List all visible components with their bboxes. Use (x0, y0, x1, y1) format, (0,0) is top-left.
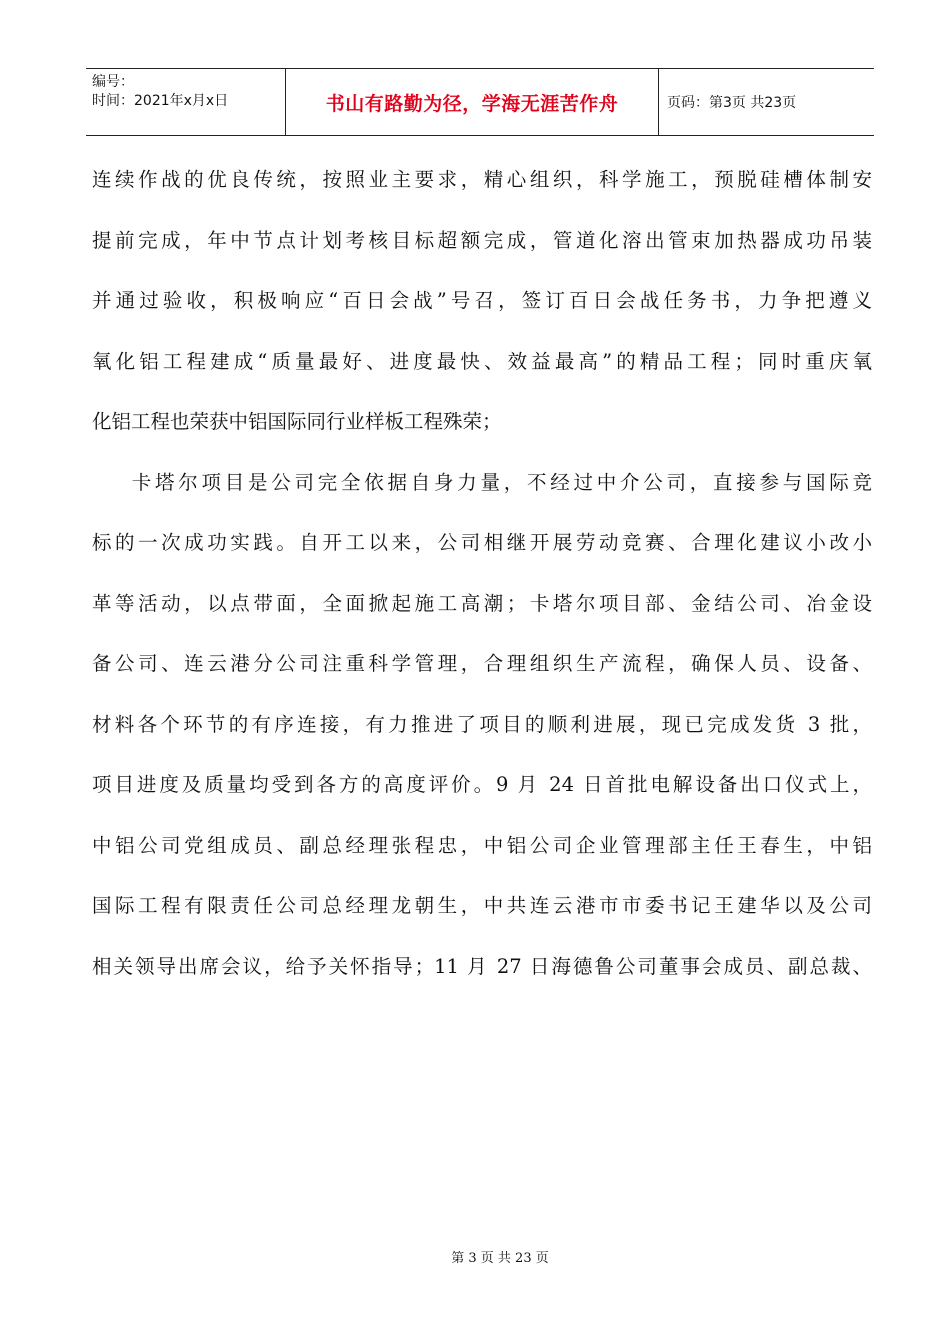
body-line: 材料各个环节的有序连接，有力推进了项目的顺利进展，现已完成发货 3 批， (92, 712, 872, 736)
header-motto: 书山有路勤为径，学海无涯苦作舟 (286, 69, 659, 135)
body-line: 连续作战的优良传统，按照业主要求，精心组织，科学施工，预脱硅槽体制安 (92, 168, 872, 191)
body-line: 相关领导出席会议，给予关怀指导；11 月 27 日海德鲁公司董事会成员、副总裁、 (92, 954, 872, 978)
body-line: 备公司、连云港分公司注重科学管理，合理组织生产流程，确保人员、设备、 (92, 652, 872, 675)
body-line: 提前完成，年中节点计划考核目标超额完成，管道化溶出管束加热器成功吊装 (92, 228, 872, 252)
body-line: 标的一次成功实践。自开工以来，公司相继开展劳动竞赛、合理化建议小改小 (92, 531, 872, 554)
document-header (86, 68, 874, 136)
document-body (92, 150, 872, 997)
body-line: 并通过验收，积极响应“百日会战”号召，签订百日会战任务书，力争把遵义 (92, 289, 872, 312)
header-meta-cell (86, 69, 286, 135)
page-footer: 第 3 页 共 23 页 (451, 1251, 549, 1266)
header-page-info: 页码：第3页 共23页 (667, 95, 797, 111)
document-date: 时间：2021年x月x日 (92, 93, 229, 109)
body-line: 卡塔尔项目是公司完全依据自身力量，不经过中介公司，直接参与国际竞 (92, 470, 872, 494)
body-line: 化铝工程也荣获中铝国际同行业样板工程殊荣； (92, 410, 502, 433)
body-line: 氧化铝工程建成“质量最好、进度最快、效益最高”的精品工程；同时重庆氧 (92, 349, 872, 373)
body-line: 革等活动，以点带面，全面掀起施工高潮；卡塔尔项目部、金结公司、冶金设 (92, 591, 872, 615)
body-line: 项目进度及质量均受到各方的高度评价。9 月 24 日首批电解设备出口仪式上， (92, 773, 872, 796)
body-line: 中铝公司党组成员、副总经理张程忠，中铝公司企业管理部主任王春生，中铝 (92, 833, 872, 857)
body-line: 国际工程有限责任公司总经理龙朝生，中共连云港市市委书记王建华以及公司 (92, 894, 872, 917)
document-number-label: 编号： (92, 74, 134, 90)
